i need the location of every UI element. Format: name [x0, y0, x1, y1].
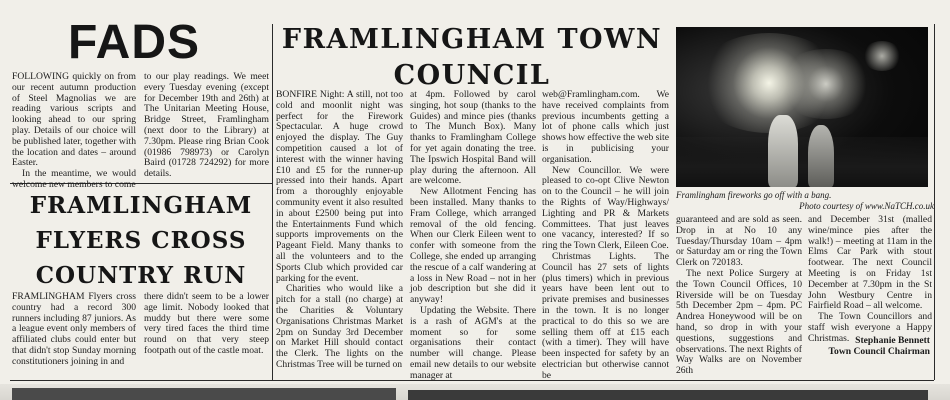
- council-column-2: [410, 90, 536, 382]
- council-paragraph: at 4pm. Followed by carol singing, hot soup (thanks to the Guides) and mince pies (thanks to The Munch Box). Many thanks to Framlingham College for yet again donating the tree. The Ipswich Hospital Band will play during the afternoon. All are welcome.: [410, 89, 536, 187]
- council-column-5: [808, 215, 932, 345]
- council-column-4: [676, 215, 802, 377]
- photo-caption-text: Framlingham fireworks go off with a bang.: [676, 190, 832, 200]
- council-paragraph: Updating the Website. There is a rash of AGM's at the moment so for some organisations their contact number will change. Please email new details to our website manager at: [410, 304, 536, 381]
- fads-paragraph: to our play readings. We meet every Tuesday evening (except for December 19th and 26th) at The Unitarian Meeting House, Bridge Street, Framlingham (next door to the Library) at 7.30pm. Please ring Brian Cook (01986 798973) or Carolyn Baird (01728 724292) for more details.: [144, 71, 269, 180]
- signature: [812, 336, 930, 358]
- fads-paragraph: FOLLOWING quickly on from our recent autumn production of Steel Magnolias we are reading various scripts and looking ahead to our spring play. Details of our choice will be published later, together with the location and dates – around Easter.: [12, 71, 136, 169]
- figure-silhouette: [768, 115, 798, 187]
- fads-paragraph: In the meantime, we would welcome new members to come: [12, 168, 136, 190]
- council-paragraph: BONFIRE Night: A still, not too cold and moonlit night was perfect for the Firework Spectacular. A huge crowd enjoyed the display. The Guy competition caused a lot of interest with the winner having £10 and £5 for the runner-up pressed into their hands. Apart from a thoroughly enjoyable community event it also resulted in about £2500 being put into the Entertainments Fund which supports improvements on the Pageant Field. Many thanks to all the volunteers and to the Sports Club which provided car parking for the event.: [276, 89, 403, 284]
- column-divider: [272, 24, 273, 380]
- council-paragraph: web@Framlingham.com. We have received complaints from previous incumbents getting a lot of phone calls which just shows how effective the web site is in publicising your organisation.: [542, 89, 669, 165]
- photo-caption: [676, 190, 934, 211]
- flyers-paragraph: FRAMLINGHAM Flyers cross country had a record 300 runners including 87 juniors. As a league event only members of affiliated clubs could enter but that didn't stop Sunday morning constitutioners joining in and: [12, 291, 136, 367]
- firework-burst: [776, 49, 876, 119]
- signature-title: Town Council Chairman: [828, 345, 930, 357]
- fads-headline: FADS: [68, 16, 201, 69]
- council-column-1: [276, 90, 403, 371]
- council-column-3: [542, 90, 669, 382]
- flyers-column-1: [12, 292, 136, 368]
- photo-credit: Photo courtesy of www.NaTCH.co.uk: [799, 200, 934, 211]
- crowd-silhouette: [676, 137, 928, 187]
- flyers-paragraph: there didn't seem to be a lower age limit. Nobody looked that muddy but there were some very tired faces the third time round on that very steep footpath out of the castle moat.: [144, 291, 269, 356]
- council-paragraph: guaranteed and are sold as seen. Drop in at No 10 any Tuesday/Thursday 10am – 4pm or Saturday am or ring the Town Clerk on 720183.: [676, 214, 802, 269]
- signature-name: Stephanie Bennett: [855, 335, 930, 346]
- council-headline: FRAMLINGHAM TOWN COUNCIL: [281, 24, 663, 91]
- next-article-headline-edge: [408, 390, 928, 400]
- fads-column-2: [144, 72, 269, 180]
- council-paragraph: New Allotment Fencing has been installed. Many thanks to Fram College, which arranged removal of the old fencing. When our Clerk Eileen went to confer with someone from the College, she ended up arranging the rescue of a calf wandering at a loss in New Road – not in her job description but she did it anyway!: [410, 186, 536, 306]
- firework-burst: [862, 41, 902, 71]
- council-paragraph: Charities who would like a pitch for a stall (no charge) at the Charities & Voluntary Organisations Christmas Market 2pm on Sunday 3rd December on Market Hill should contact the Clerk. The lights on the Christmas Tree will be turned on: [276, 283, 403, 370]
- flyers-column-2: [144, 292, 269, 357]
- flyers-headline: FRAMLINGHAM FLYERS CROSS COUNTRY RUN: [29, 192, 253, 289]
- council-paragraph: The Town Councillors and staff wish everyone a Happy Christmas.: [808, 311, 932, 344]
- fireworks-photo: [676, 27, 928, 187]
- next-article-image: [12, 388, 396, 400]
- council-paragraph: and December 31st (malled wine/mince pies after the walk!) – meeting at 11am in the Elms Car Park with stout footwear. The next Council Meeting is on Friday 1st December at 7.30pm in the St John Westbury Centre in Fairfield Road – all welcome.: [808, 214, 932, 312]
- council-paragraph: Christmas Lights. The Council has 27 sets of lights (plus timers) which in previous years have been lent out to private premises and businesses in the town. It is no longer practical to do this so we are selling them off at £15 each (with a timer). They will have been inspected for safety by an electrician but otherwise cannot be: [542, 250, 669, 381]
- column-divider: [934, 24, 935, 380]
- fads-column-1: [12, 72, 136, 191]
- figure-silhouette: [808, 125, 834, 187]
- council-paragraph: New Councillor. We were pleased to co-opt Clive Newton on to the Council – he will join the Rights of Way/Highways/ Lighting and PR & Markets Committees. That just leaves one vacancy, interested? If so ring the Town Clerk, Eileen Coe.: [542, 164, 669, 252]
- council-paragraph: The next Police Surgery at the Town Council Offices, 10 Riverside will be on Tuesday 5th December 2pm – 4pm. PC Andrea Honeywood will be on hand, so drop in with your questions, suggestions and observations. The next Rights of Way Walks are on November 26th: [676, 267, 802, 377]
